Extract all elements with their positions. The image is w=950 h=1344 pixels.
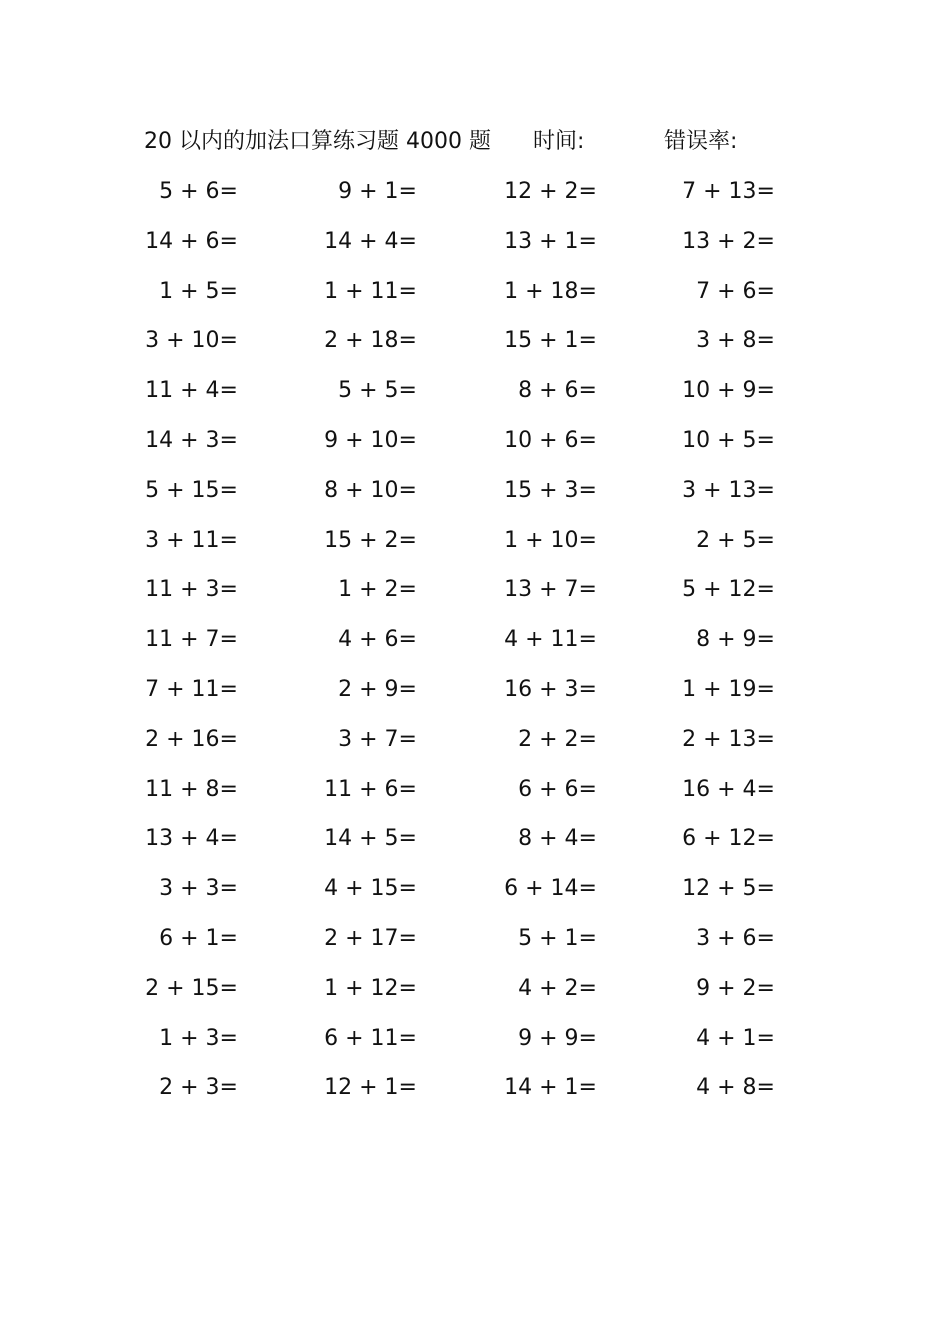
problem-cell: 13 + 2= (682, 228, 775, 254)
problem-row (0, 969, 950, 1019)
problem-cell: 9 + 9= (518, 1025, 597, 1051)
problem-cell: 3 + 10= (145, 328, 238, 354)
problem-cell: 5 + 5= (338, 378, 417, 404)
problem-cell: 11 + 7= (145, 627, 238, 653)
problem-cell: 10 + 6= (504, 427, 597, 453)
problem-cell: 15 + 3= (504, 477, 597, 503)
problem-row (0, 272, 950, 322)
problem-row (0, 620, 950, 670)
problem-cell: 3 + 8= (696, 328, 775, 354)
problem-cell: 10 + 5= (682, 427, 775, 453)
problem-cell: 6 + 6= (518, 776, 597, 802)
problem-cell: 12 + 2= (504, 179, 597, 204)
problem-cell: 13 + 4= (145, 826, 238, 852)
problem-row (0, 670, 950, 720)
problem-cell: 9 + 1= (338, 179, 417, 204)
problem-row (0, 222, 950, 272)
problem-row (0, 770, 950, 820)
problem-row (0, 421, 950, 471)
problem-cell: 6 + 11= (324, 1025, 417, 1051)
problem-cell: 1 + 10= (504, 527, 597, 553)
problem-cell: 4 + 1= (696, 1025, 775, 1051)
problem-cell: 7 + 13= (682, 179, 775, 204)
problem-row (0, 471, 950, 521)
problem-cell: 1 + 12= (324, 975, 417, 1001)
problem-cell: 14 + 6= (145, 228, 238, 254)
problem-cell: 10 + 9= (682, 378, 775, 404)
problem-cell: 5 + 1= (518, 925, 597, 951)
problem-cell: 2 + 18= (324, 328, 417, 354)
problem-cell: 2 + 2= (518, 726, 597, 752)
problem-cell: 9 + 10= (324, 427, 417, 453)
problem-cell: 14 + 1= (504, 1075, 597, 1101)
problem-cell: 11 + 3= (145, 577, 238, 603)
problem-grid (0, 172, 950, 1118)
problem-cell: 2 + 15= (145, 975, 238, 1001)
problem-cell: 6 + 14= (504, 876, 597, 902)
problem-cell: 9 + 2= (696, 975, 775, 1001)
problem-cell: 13 + 7= (504, 577, 597, 603)
problem-cell: 5 + 12= (682, 577, 775, 603)
worksheet-title: 20 以内的加法口算练习题 4000 题 (144, 129, 491, 154)
problem-cell: 2 + 16= (145, 726, 238, 752)
problem-cell: 3 + 3= (159, 876, 238, 902)
problem-row (0, 172, 950, 222)
problem-cell: 8 + 10= (324, 477, 417, 503)
problem-cell: 6 + 12= (682, 826, 775, 852)
problem-cell: 8 + 6= (518, 378, 597, 404)
error-rate-label: 错误率: (664, 129, 738, 154)
problem-cell: 8 + 9= (696, 627, 775, 653)
problem-row (0, 1068, 950, 1118)
problem-cell: 16 + 4= (682, 776, 775, 802)
problem-cell: 7 + 6= (696, 278, 775, 304)
problem-cell: 1 + 2= (338, 577, 417, 603)
problem-cell: 2 + 17= (324, 925, 417, 951)
worksheet-header (0, 124, 950, 160)
problem-cell: 3 + 11= (145, 527, 238, 553)
problem-cell: 1 + 3= (159, 1025, 238, 1051)
problem-row (0, 321, 950, 371)
problem-row (0, 1019, 950, 1069)
problem-cell: 12 + 5= (682, 876, 775, 902)
time-label: 时间: (533, 129, 585, 154)
problem-cell: 1 + 18= (504, 278, 597, 304)
problem-cell: 4 + 11= (504, 627, 597, 653)
problem-row (0, 819, 950, 869)
problem-cell: 1 + 11= (324, 278, 417, 304)
problem-cell: 5 + 15= (145, 477, 238, 503)
problem-cell: 4 + 8= (696, 1075, 775, 1101)
problem-cell: 8 + 4= (518, 826, 597, 852)
problem-cell: 11 + 4= (145, 378, 238, 404)
problem-cell: 2 + 5= (696, 527, 775, 553)
problem-cell: 14 + 4= (324, 228, 417, 254)
problem-cell: 14 + 5= (324, 826, 417, 852)
problem-cell: 4 + 2= (518, 975, 597, 1001)
problem-row (0, 720, 950, 770)
problem-cell: 1 + 5= (159, 278, 238, 304)
problem-row (0, 570, 950, 620)
problem-cell: 15 + 1= (504, 328, 597, 354)
problem-row (0, 869, 950, 919)
problem-cell: 2 + 9= (338, 676, 417, 702)
problem-cell: 6 + 1= (159, 925, 238, 951)
problem-cell: 4 + 15= (324, 876, 417, 902)
problem-cell: 4 + 6= (338, 627, 417, 653)
problem-row (0, 371, 950, 421)
problem-cell: 1 + 19= (682, 676, 775, 702)
problem-cell: 11 + 8= (145, 776, 238, 802)
problem-row (0, 521, 950, 571)
problem-cell: 15 + 2= (324, 527, 417, 553)
problem-cell: 3 + 7= (338, 726, 417, 752)
problem-cell: 13 + 1= (504, 228, 597, 254)
problem-cell: 11 + 6= (324, 776, 417, 802)
problem-cell: 12 + 1= (324, 1075, 417, 1101)
problem-cell: 14 + 3= (145, 427, 238, 453)
problem-row (0, 919, 950, 969)
problem-cell: 2 + 3= (159, 1075, 238, 1101)
problem-cell: 7 + 11= (145, 676, 238, 702)
problem-cell: 2 + 13= (682, 726, 775, 752)
problem-cell: 16 + 3= (504, 676, 597, 702)
problem-cell: 5 + 6= (159, 179, 238, 204)
problem-cell: 3 + 13= (682, 477, 775, 503)
problem-cell: 3 + 6= (696, 925, 775, 951)
